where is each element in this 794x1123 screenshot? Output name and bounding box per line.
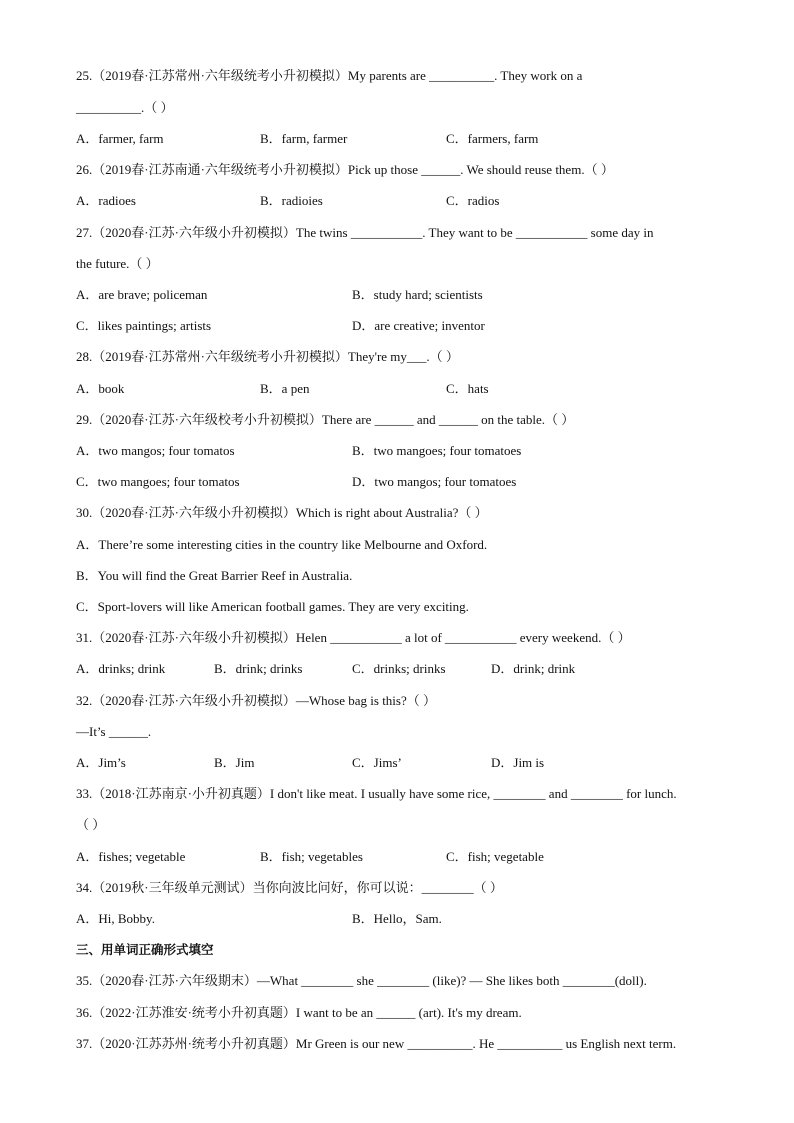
q26-option-a: A．radioes xyxy=(76,193,136,208)
q29-option-b: B．two mangoes; four tomatoes xyxy=(352,443,522,458)
q27-option-c: C．likes paintings; artists xyxy=(76,318,212,333)
q32-option-b: B．Jim xyxy=(214,755,255,770)
q33-option-a: A．fishes; vegetable xyxy=(76,849,186,864)
question-31-stem: 31.（2020春·江苏·六年级小升初模拟）Helen ___________ a lot of ___________ every weekend.（ ） xyxy=(76,630,631,645)
q32-option-c: C．Jims’ xyxy=(352,755,402,770)
q34-option-b: B．Hello，Sam. xyxy=(352,911,442,926)
q32-option-a: A．Jim’s xyxy=(76,755,126,770)
question-25-stem: 25.（2019春·江苏常州·六年级统考小升初模拟）My parents are __________. They work on a xyxy=(76,68,583,83)
q30-option-a: A．There’re some interesting cities in the country like Melbourne and Oxford. xyxy=(76,537,488,552)
question-25-stem-cont: __________.（ ） xyxy=(76,100,174,115)
question-30-stem: 30.（2020春·江苏·六年级小升初模拟）Which is right about Australia?（ ） xyxy=(76,505,488,520)
q29-option-a: A．two mangos; four tomatos xyxy=(76,443,235,458)
q31-option-a: A．drinks; drink xyxy=(76,661,166,676)
question-26-stem: 26.（2019春·江苏南通·六年级统考小升初模拟）Pick up those ______. We should reuse them.（ ） xyxy=(76,162,614,177)
question-29-stem: 29.（2020春·江苏·六年级校考小升初模拟）There are ______ and ______ on the table.（ ） xyxy=(76,412,575,427)
q27-option-d: D．are creative; inventor xyxy=(352,318,485,333)
q32-option-d: D．Jim is xyxy=(491,755,545,770)
question-27-stem: 27.（2020春·江苏·六年级小升初模拟）The twins ___________. They want to be ___________ some day in xyxy=(76,225,654,240)
q30-option-c: C．Sport-lovers will like American football games. They are very exciting. xyxy=(76,599,469,614)
q31-option-c: C．drinks; drinks xyxy=(352,661,446,676)
question-33-stem: 33.（2018·江苏南京·小升初真题）I don't like meat. I usually have some rice, ________ and ________ for lunch. xyxy=(76,786,677,801)
q34-option-a: A．Hi, Bobby. xyxy=(76,911,155,926)
q27-option-a: A．are brave; policeman xyxy=(76,287,208,302)
question-35: 35.（2020春·江苏·六年级期末）—What ________ she ________ (like)? — She likes both ________(doll). xyxy=(76,973,647,988)
question-27-stem-cont: the future.（ ） xyxy=(76,256,159,271)
q25-option-c: C．farmers, farm xyxy=(446,131,539,146)
question-37: 37.（2020·江苏苏州·统考小升初真题）Mr Green is our new __________. He __________ us English next term. xyxy=(76,1036,677,1051)
question-33-stem-cont: （ ） xyxy=(76,817,106,832)
section-heading: 三、用单词正确形式填空 xyxy=(76,942,214,957)
q26-option-b: B．radioies xyxy=(260,193,323,208)
q31-option-d: D．drink; drink xyxy=(491,661,576,676)
q30-option-b: B．You will find the Great Barrier Reef in Australia. xyxy=(76,568,353,583)
question-36: 36.（2022·江苏淮安·统考小升初真题）I want to be an ______ (art). It's my dream. xyxy=(76,1005,522,1020)
q33-option-c: C．fish; vegetable xyxy=(446,849,544,864)
q28-option-b: B．a pen xyxy=(260,381,310,396)
q33-option-b: B．fish; vegetables xyxy=(260,849,363,864)
q28-option-a: A．book xyxy=(76,381,125,396)
q29-option-c: C．two mangoes; four tomatos xyxy=(76,474,240,489)
question-28-stem: 28.（2019春·江苏常州·六年级统考小升初模拟）They're my___.（ ） xyxy=(76,349,459,364)
q29-option-d: D．two mangos; four tomatoes xyxy=(352,474,517,489)
q25-option-b: B．farm, farmer xyxy=(260,131,348,146)
q31-option-b: B．drink; drinks xyxy=(214,661,303,676)
q27-option-b: B．study hard; scientists xyxy=(352,287,483,302)
q25-option-a: A．farmer, farm xyxy=(76,131,164,146)
question-34-stem: 34.（2019秋·三年级单元测试）当你向波比问好，你可以说：________（ ） xyxy=(76,880,503,895)
question-32-stem: 32.（2020春·江苏·六年级小升初模拟）—Whose bag is this?（ ） xyxy=(76,693,437,708)
q26-option-c: C．radios xyxy=(446,193,500,208)
q28-option-c: C．hats xyxy=(446,381,489,396)
question-32-stem-cont: —It’s ______. xyxy=(76,724,152,739)
